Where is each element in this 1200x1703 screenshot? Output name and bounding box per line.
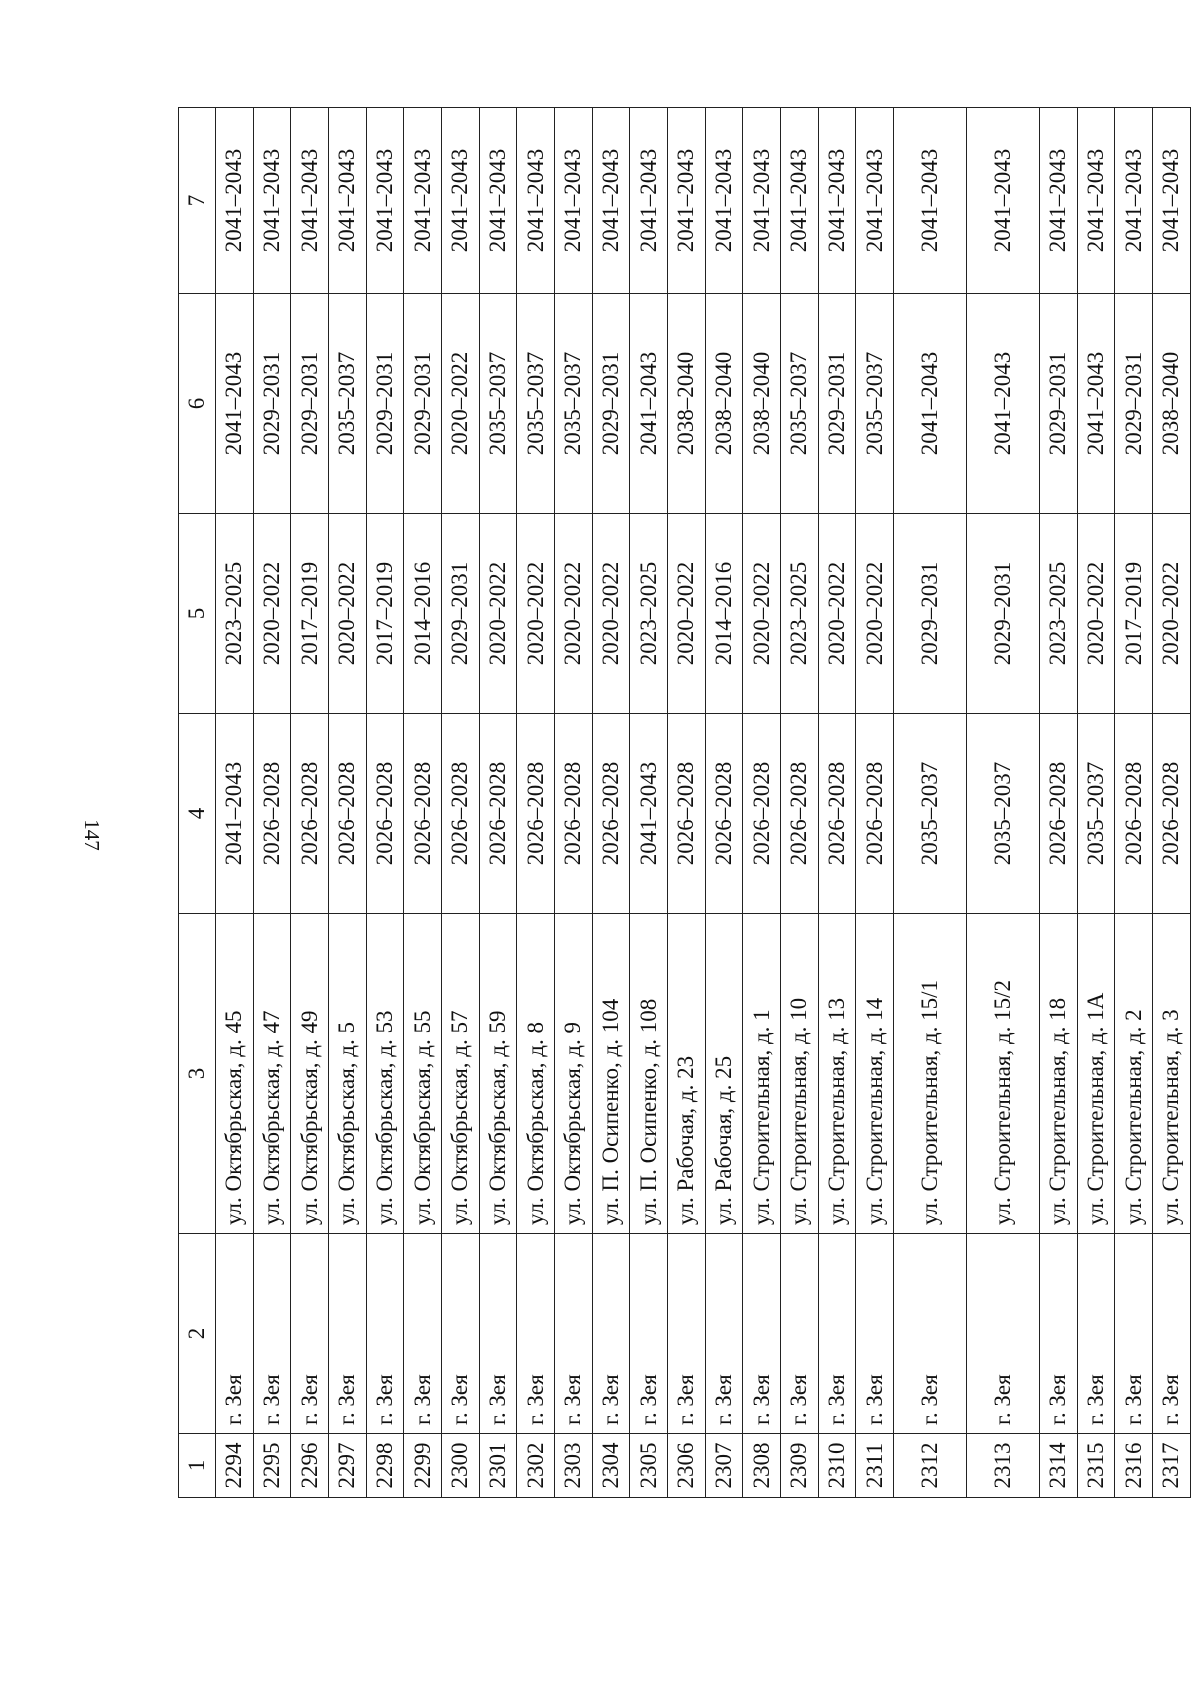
address-cell: ул. Октябрьская, д. 53 xyxy=(366,914,404,1234)
period-cell: 2020–2022 xyxy=(743,514,781,714)
period-cell: 2041–2043 xyxy=(291,108,329,294)
period-cell: 2017–2019 xyxy=(1115,514,1153,714)
address-cell: ул. Октябрьская, д. 9 xyxy=(555,914,593,1234)
period-cell: 2041–2043 xyxy=(366,108,404,294)
city-cell: г. Зея xyxy=(366,1234,404,1434)
table-row xyxy=(555,108,593,1498)
table-row xyxy=(479,108,517,1498)
city-cell: г. Зея xyxy=(442,1234,480,1434)
address-cell: ул. Октябрьская, д. 5 xyxy=(329,914,367,1234)
table-row xyxy=(705,108,743,1498)
period-cell: 2041–2043 xyxy=(253,108,291,294)
row-number-cell: 2296 xyxy=(291,1434,329,1498)
row-number-cell: 2294 xyxy=(216,1434,254,1498)
period-cell: 2041–2043 xyxy=(216,294,254,514)
row-number-cell: 2302 xyxy=(517,1434,555,1498)
city-cell: г. Зея xyxy=(743,1234,781,1434)
page-number: 147 xyxy=(80,819,104,851)
period-cell: 2029–2031 xyxy=(967,514,1040,714)
period-cell: 2038–2040 xyxy=(743,294,781,514)
column-header: 6 xyxy=(179,294,216,514)
period-cell: 2026–2028 xyxy=(856,714,894,914)
table-row xyxy=(216,108,254,1498)
address-cell: ул. Строительная, д. 14 xyxy=(856,914,894,1234)
period-cell: 2041–2043 xyxy=(1040,108,1078,294)
table-row xyxy=(592,108,630,1498)
period-cell: 2026–2028 xyxy=(555,714,593,914)
period-cell: 2026–2028 xyxy=(705,714,743,914)
period-cell: 2041–2043 xyxy=(592,108,630,294)
table-row xyxy=(856,108,894,1498)
period-cell: 2038–2040 xyxy=(668,294,706,514)
address-cell: ул. Строительная, д. 1 xyxy=(743,914,781,1234)
table-row xyxy=(894,108,967,1498)
period-cell: 2041–2043 xyxy=(216,714,254,914)
period-cell: 2041–2043 xyxy=(818,108,856,294)
address-cell: ул. Строительная, д. 10 xyxy=(781,914,819,1234)
period-cell: 2020–2022 xyxy=(1077,514,1115,714)
period-cell: 2041–2043 xyxy=(1077,294,1115,514)
period-cell: 2035–2037 xyxy=(856,294,894,514)
period-cell: 2026–2028 xyxy=(366,714,404,914)
row-number-cell: 2309 xyxy=(781,1434,819,1498)
period-cell: 2029–2031 xyxy=(1040,294,1078,514)
table-body xyxy=(216,108,1191,1498)
period-cell: 2026–2028 xyxy=(404,714,442,914)
period-cell: 2041–2043 xyxy=(668,108,706,294)
table-row xyxy=(967,108,1040,1498)
city-cell: г. Зея xyxy=(517,1234,555,1434)
city-cell: г. Зея xyxy=(781,1234,819,1434)
city-cell: г. Зея xyxy=(253,1234,291,1434)
city-cell: г. Зея xyxy=(592,1234,630,1434)
address-cell: ул. Октябрьская, д. 8 xyxy=(517,914,555,1234)
row-number-cell: 2299 xyxy=(404,1434,442,1498)
period-cell: 2035–2037 xyxy=(555,294,593,514)
period-cell: 2017–2019 xyxy=(366,514,404,714)
period-cell: 2038–2040 xyxy=(1153,294,1191,514)
row-number-cell: 2315 xyxy=(1077,1434,1115,1498)
row-number-cell: 2304 xyxy=(592,1434,630,1498)
period-cell: 2035–2037 xyxy=(1077,714,1115,914)
period-cell: 2041–2043 xyxy=(329,108,367,294)
city-cell: г. Зея xyxy=(705,1234,743,1434)
table-row xyxy=(291,108,329,1498)
address-cell: ул. Рабочая, д. 23 xyxy=(668,914,706,1234)
period-cell: 2029–2031 xyxy=(291,294,329,514)
period-cell: 2014–2016 xyxy=(404,514,442,714)
address-cell: ул. Октябрьская, д. 49 xyxy=(291,914,329,1234)
row-number-cell: 2298 xyxy=(366,1434,404,1498)
row-number-cell: 2307 xyxy=(705,1434,743,1498)
period-cell: 2041–2043 xyxy=(630,108,668,294)
period-cell: 2026–2028 xyxy=(592,714,630,914)
row-number-cell: 2310 xyxy=(818,1434,856,1498)
period-cell: 2035–2037 xyxy=(479,294,517,514)
city-cell: г. Зея xyxy=(1040,1234,1078,1434)
period-cell: 2020–2022 xyxy=(668,514,706,714)
period-cell: 2026–2028 xyxy=(1040,714,1078,914)
address-cell: ул. Строительная, д. 15/1 xyxy=(894,914,967,1234)
city-cell: г. Зея xyxy=(630,1234,668,1434)
city-cell: г. Зея xyxy=(479,1234,517,1434)
period-cell: 2041–2043 xyxy=(1153,108,1191,294)
period-cell: 2041–2043 xyxy=(967,294,1040,514)
city-cell: г. Зея xyxy=(1077,1234,1115,1434)
city-cell: г. Зея xyxy=(894,1234,967,1434)
row-number-cell: 2303 xyxy=(555,1434,593,1498)
row-number-cell: 2317 xyxy=(1153,1434,1191,1498)
period-cell: 2014–2016 xyxy=(705,514,743,714)
period-cell: 2020–2022 xyxy=(555,514,593,714)
city-cell: г. Зея xyxy=(668,1234,706,1434)
city-cell: г. Зея xyxy=(818,1234,856,1434)
period-cell: 2023–2025 xyxy=(781,514,819,714)
data-table xyxy=(178,107,1191,1498)
period-cell: 2026–2028 xyxy=(1153,714,1191,914)
address-cell: ул. Строительная, д. 18 xyxy=(1040,914,1078,1234)
period-cell: 2029–2031 xyxy=(818,294,856,514)
period-cell: 2041–2043 xyxy=(894,294,967,514)
table-row xyxy=(366,108,404,1498)
period-cell: 2035–2037 xyxy=(781,294,819,514)
period-cell: 2026–2028 xyxy=(743,714,781,914)
table-row xyxy=(1077,108,1115,1498)
period-cell: 2035–2037 xyxy=(329,294,367,514)
table-row xyxy=(781,108,819,1498)
period-cell: 2029–2031 xyxy=(894,514,967,714)
period-cell: 2029–2031 xyxy=(442,514,480,714)
row-number-cell: 2297 xyxy=(329,1434,367,1498)
address-cell: ул. Рабочая, д. 25 xyxy=(705,914,743,1234)
period-cell: 2020–2022 xyxy=(329,514,367,714)
address-cell: ул. Октябрьская, д. 57 xyxy=(442,914,480,1234)
period-cell: 2020–2022 xyxy=(442,294,480,514)
period-cell: 2041–2043 xyxy=(781,108,819,294)
period-cell: 2020–2022 xyxy=(592,514,630,714)
address-cell: ул. Строительная, д. 3 xyxy=(1153,914,1191,1234)
column-header: 7 xyxy=(179,108,216,294)
row-number-cell: 2313 xyxy=(967,1434,1040,1498)
period-cell: 2020–2022 xyxy=(856,514,894,714)
table-container xyxy=(178,108,1191,1498)
table-header-row xyxy=(179,108,216,1498)
address-cell: ул. Строительная, д. 2 xyxy=(1115,914,1153,1234)
column-header: 1 xyxy=(179,1434,216,1498)
column-header: 4 xyxy=(179,714,216,914)
row-number-cell: 2311 xyxy=(856,1434,894,1498)
period-cell: 2038–2040 xyxy=(705,294,743,514)
period-cell: 2041–2043 xyxy=(1115,108,1153,294)
city-cell: г. Зея xyxy=(291,1234,329,1434)
column-header: 3 xyxy=(179,914,216,1234)
period-cell: 2041–2043 xyxy=(743,108,781,294)
row-number-cell: 2295 xyxy=(253,1434,291,1498)
period-cell: 2026–2028 xyxy=(818,714,856,914)
city-cell: г. Зея xyxy=(329,1234,367,1434)
row-number-cell: 2305 xyxy=(630,1434,668,1498)
period-cell: 2041–2043 xyxy=(894,108,967,294)
column-header: 5 xyxy=(179,514,216,714)
table-row xyxy=(442,108,480,1498)
period-cell: 2026–2028 xyxy=(517,714,555,914)
period-cell: 2041–2043 xyxy=(1077,108,1115,294)
address-cell: ул. П. Осипенко, д. 108 xyxy=(630,914,668,1234)
table-row xyxy=(630,108,668,1498)
column-header: 2 xyxy=(179,1234,216,1434)
address-cell: ул. Строительная, д. 1А xyxy=(1077,914,1115,1234)
address-cell: ул. Октябрьская, д. 55 xyxy=(404,914,442,1234)
period-cell: 2026–2028 xyxy=(479,714,517,914)
period-cell: 2041–2043 xyxy=(479,108,517,294)
period-cell: 2020–2022 xyxy=(1153,514,1191,714)
table-row xyxy=(517,108,555,1498)
period-cell: 2026–2028 xyxy=(442,714,480,914)
period-cell: 2026–2028 xyxy=(291,714,329,914)
period-cell: 2029–2031 xyxy=(592,294,630,514)
period-cell: 2020–2022 xyxy=(253,514,291,714)
row-number-cell: 2306 xyxy=(668,1434,706,1498)
table-row xyxy=(818,108,856,1498)
period-cell: 2041–2043 xyxy=(404,108,442,294)
period-cell: 2026–2028 xyxy=(329,714,367,914)
period-cell: 2035–2037 xyxy=(967,714,1040,914)
table-row xyxy=(1040,108,1078,1498)
period-cell: 2029–2031 xyxy=(366,294,404,514)
period-cell: 2026–2028 xyxy=(1115,714,1153,914)
city-cell: г. Зея xyxy=(1153,1234,1191,1434)
period-cell: 2020–2022 xyxy=(818,514,856,714)
address-cell: ул. Строительная, д. 13 xyxy=(818,914,856,1234)
table-row xyxy=(1115,108,1153,1498)
period-cell: 2023–2025 xyxy=(1040,514,1078,714)
period-cell: 2041–2043 xyxy=(216,108,254,294)
period-cell: 2041–2043 xyxy=(630,294,668,514)
city-cell: г. Зея xyxy=(555,1234,593,1434)
period-cell: 2023–2025 xyxy=(216,514,254,714)
period-cell: 2026–2028 xyxy=(781,714,819,914)
row-number-cell: 2314 xyxy=(1040,1434,1078,1498)
row-number-cell: 2312 xyxy=(894,1434,967,1498)
period-cell: 2035–2037 xyxy=(894,714,967,914)
table-row xyxy=(404,108,442,1498)
address-cell: ул. Строительная, д. 15/2 xyxy=(967,914,1040,1234)
city-cell: г. Зея xyxy=(967,1234,1040,1434)
address-cell: ул. Октябрьская, д. 59 xyxy=(479,914,517,1234)
address-cell: ул. П. Осипенко, д. 104 xyxy=(592,914,630,1234)
period-cell: 2029–2031 xyxy=(1115,294,1153,514)
period-cell: 2041–2043 xyxy=(442,108,480,294)
period-cell: 2023–2025 xyxy=(630,514,668,714)
table-row xyxy=(329,108,367,1498)
row-number-cell: 2300 xyxy=(442,1434,480,1498)
period-cell: 2026–2028 xyxy=(253,714,291,914)
city-cell: г. Зея xyxy=(1115,1234,1153,1434)
period-cell: 2041–2043 xyxy=(705,108,743,294)
table-row xyxy=(1153,108,1191,1498)
period-cell: 2041–2043 xyxy=(555,108,593,294)
city-cell: г. Зея xyxy=(216,1234,254,1434)
period-cell: 2026–2028 xyxy=(668,714,706,914)
city-cell: г. Зея xyxy=(404,1234,442,1434)
period-cell: 2041–2043 xyxy=(856,108,894,294)
table-row xyxy=(743,108,781,1498)
period-cell: 2017–2019 xyxy=(291,514,329,714)
row-number-cell: 2301 xyxy=(479,1434,517,1498)
period-cell: 2020–2022 xyxy=(479,514,517,714)
period-cell: 2035–2037 xyxy=(517,294,555,514)
period-cell: 2020–2022 xyxy=(517,514,555,714)
table-row xyxy=(668,108,706,1498)
period-cell: 2041–2043 xyxy=(630,714,668,914)
address-cell: ул. Октябрьская, д. 45 xyxy=(216,914,254,1234)
address-cell: ул. Октябрьская, д. 47 xyxy=(253,914,291,1234)
period-cell: 2029–2031 xyxy=(404,294,442,514)
row-number-cell: 2308 xyxy=(743,1434,781,1498)
period-cell: 2041–2043 xyxy=(967,108,1040,294)
row-number-cell: 2316 xyxy=(1115,1434,1153,1498)
city-cell: г. Зея xyxy=(856,1234,894,1434)
period-cell: 2029–2031 xyxy=(253,294,291,514)
period-cell: 2041–2043 xyxy=(517,108,555,294)
table-row xyxy=(253,108,291,1498)
